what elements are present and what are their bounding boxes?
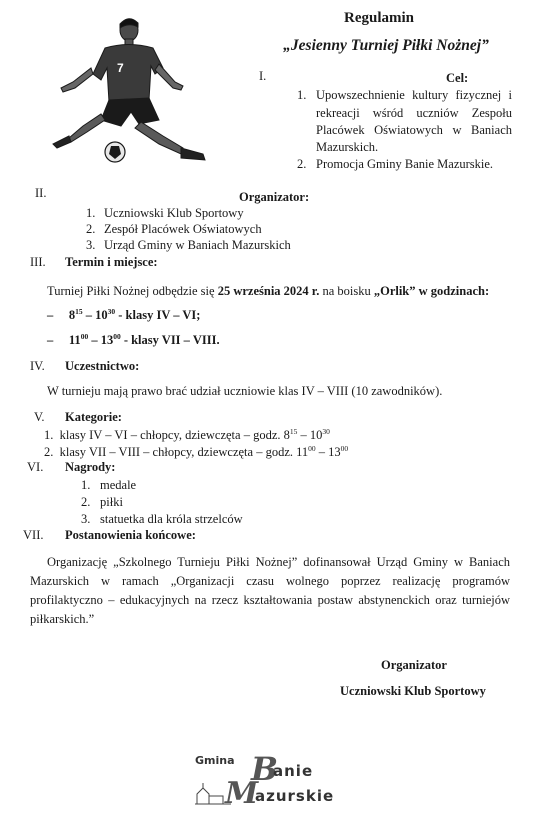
gmina-banie-mazurskie-logo bbox=[193, 750, 353, 811]
section-2-item: Urząd Gminy w Baniach Mazurskich bbox=[104, 238, 291, 252]
soccer-ball-icon bbox=[105, 142, 125, 162]
section-1-item-1-number: 1. bbox=[297, 88, 307, 102]
section-1-heading: Cel: bbox=[446, 71, 469, 85]
logo-letter-m: M bbox=[225, 776, 259, 811]
section-1-item-2-number: 2. bbox=[297, 157, 307, 171]
prize-item: medale bbox=[100, 478, 137, 492]
section-3-numeral: III. bbox=[30, 255, 46, 269]
section-1-item-1-line: rekreacji wśród uczniów Zespołu bbox=[316, 106, 512, 120]
section-1-numeral: I. bbox=[259, 69, 267, 83]
church-building-icon bbox=[193, 782, 233, 806]
signature-club-name: Uczniowski Klub Sportowy bbox=[340, 684, 486, 698]
section-3-schedule-line: Turniej Piłki Nożnej odbędzie się 25 września 2024 r. na boisku „Orlik” w godzinach: bbox=[47, 284, 490, 298]
tournament-date: 25 września 2024 r. bbox=[217, 284, 320, 298]
section-1-item-1-line: Mazurskich. bbox=[316, 140, 379, 154]
page-title: Regulamin bbox=[343, 10, 414, 26]
section-6-heading: Nagrody: bbox=[65, 460, 116, 474]
section-4-heading: Uczestnictwo: bbox=[65, 359, 140, 373]
closing-paragraph-line: Mazurskich w ramach „Organizacji czasu wolnego poprzez realizację programów bbox=[30, 574, 510, 588]
time-slot-1: – $8^{15} - 10^{30}$ - klasy IV – VI; bbox=[47, 306, 201, 322]
section-7-numeral: VII. bbox=[23, 528, 44, 542]
section-2-item-number: 2. bbox=[86, 222, 96, 236]
signature-organizer: Organizator bbox=[381, 658, 447, 672]
section-2-item-number: 1. bbox=[86, 206, 96, 220]
jersey-number: 7 bbox=[117, 61, 124, 75]
section-1-item-2: Promocja Gminy Banie Mazurskie. bbox=[316, 157, 494, 171]
logo-letter-b: B bbox=[251, 750, 279, 788]
tournament-venue: „Orlik” bbox=[373, 284, 416, 298]
section-7-heading: Postanowienia końcowe: bbox=[65, 528, 196, 542]
section-4-numeral: IV. bbox=[30, 359, 45, 373]
football-player-illustration bbox=[35, 8, 220, 168]
time-slot-2: – $11^{00} - 13^{00}$ - klasy VII – VIII. bbox=[47, 331, 220, 347]
page-subtitle: „Jesienny Turniej Piłki Nożnej” bbox=[283, 37, 489, 54]
logo-word-mazurskie: azurskie bbox=[255, 787, 335, 805]
logo-word-banie: anie bbox=[273, 762, 314, 780]
prize-number: 1. bbox=[81, 478, 91, 492]
logo-word-gmina: Gmina bbox=[195, 754, 235, 767]
section-1-item-1-line: Placówek Oświatowych w Baniach bbox=[316, 123, 512, 137]
section-2-item-number: 3. bbox=[86, 238, 96, 252]
section-1-item-1-line: Upowszechnienie kultury fizycznej i bbox=[316, 88, 512, 102]
section-5-heading: Kategorie: bbox=[65, 410, 122, 424]
category-1: 1. klasy IV – VI – chłopcy, dziewczęta – godz. $8^{15} - 10^{30}$ bbox=[44, 426, 330, 442]
section-6-numeral: VI. bbox=[27, 460, 44, 474]
section-4-text: W turnieju mają prawo brać udział uczniowie klas IV – VIII (10 zawodników). bbox=[47, 384, 443, 398]
closing-paragraph-line: piłkarskich.” bbox=[30, 612, 95, 626]
prize-item: statuetka dla króla strzelców bbox=[100, 512, 243, 526]
closing-paragraph-line: Organizację „Szkolnego Turnieju Piłki Nożnej” dofinansował Urząd Gminy w Baniach bbox=[47, 555, 510, 569]
section-5-numeral: V. bbox=[34, 410, 45, 424]
closing-paragraph-line: profilaktyczno – edukacyjnych na rzecz kształtowania postaw abstynenckich oraz turniejów bbox=[30, 593, 510, 607]
category-2: 2. klasy VII – VIII – chłopcy, dziewczęta – godz. $11^{00} - 13^{00}$ bbox=[44, 443, 349, 459]
section-2-item: Zespół Placówek Oświatowych bbox=[104, 222, 262, 236]
section-3-heading: Termin i miejsce: bbox=[65, 255, 158, 269]
prize-number: 2. bbox=[81, 495, 91, 509]
prize-number: 3. bbox=[81, 512, 91, 526]
section-2-numeral: II. bbox=[35, 186, 47, 200]
prize-item: piłki bbox=[100, 495, 123, 509]
section-2-item: Uczniowski Klub Sportowy bbox=[104, 206, 244, 220]
section-2-heading: Organizator: bbox=[239, 190, 310, 204]
